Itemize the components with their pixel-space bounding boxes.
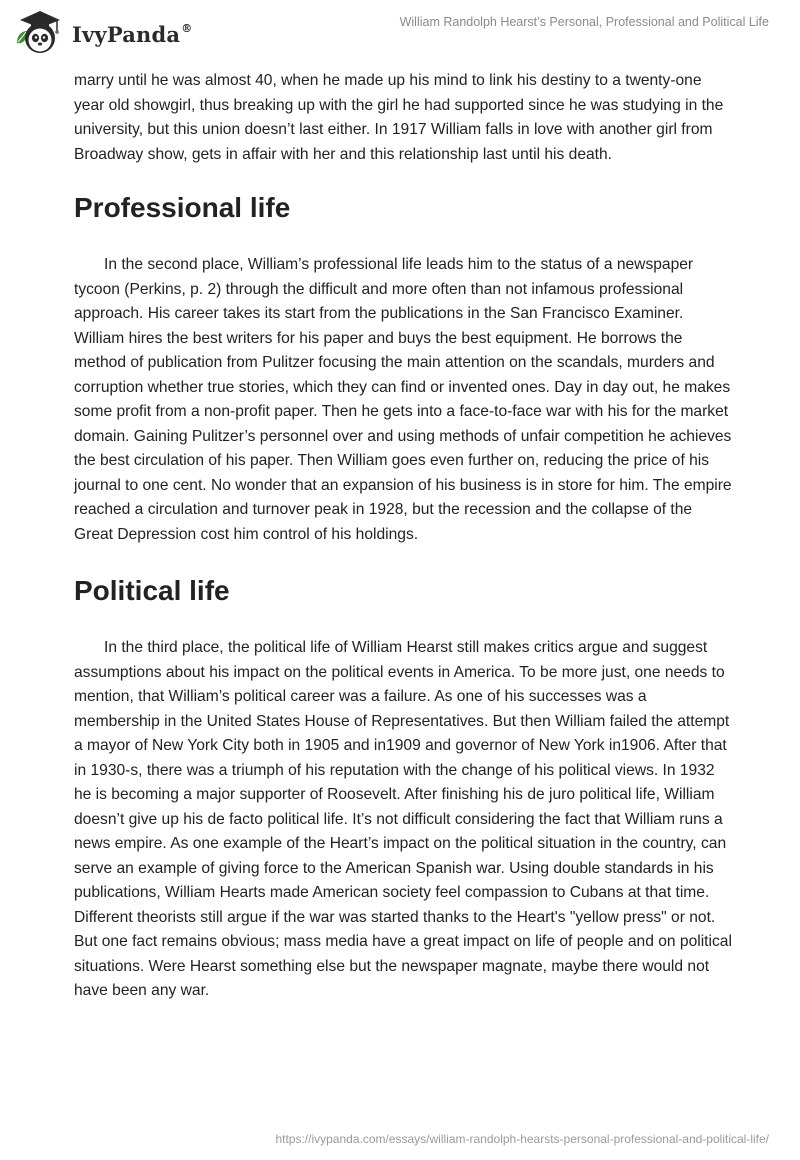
logo-text: IvyPanda® — [72, 21, 193, 47]
document-title: William Randolph Hearst’s Personal, Professional and Political Life — [399, 15, 769, 29]
essay-body — [74, 69, 734, 1004]
political-life-paragraph: In the third place, the political life of William Hearst still makes critics argue and suggest assumptions about his impact on the political events in America. To be more just, one needs to mention, that William’s political career was a failure. As one of his successes was a membership in the United States House of Representatives. But then William failed the attempt a mayor of New York City both in 1905 and in1909 and governor of New York in1906. After that in 1930-s, there was a triumph of his reputation with the change of his political views. In 1932 he is becoming a major supporter of Roosevelt. After finishing his de juro political life, William doesn’t give up his de facto political life. It’s not difficult considering the fact that William runs a news empire. As one example of the Heart’s impact on the political situation in the country, can serve an example of giving force to the American Spanish war. Using double standards in his publications, William Hearts made American society feel compassion to Cubans at that time. Different theorists still argue if the war was started thanks to the Heart's "yellow press" or not. But one fact remains obvious; mass media have a great impact on life of people and on political situations. Were Hearst something else but the newspaper magnate, maybe there would not have been any war. — [74, 639, 732, 999]
professional-life-heading: Professional life — [74, 192, 291, 223]
professional-life-paragraph: In the second place, William’s professional life leads him to the status of a newspaper tycoon (Perkins, p. 2) through the difficult and more often than not infamous professional approach. His career takes its start from the publications in the San Francisco Examiner. William hires the best writers for his paper and buys the best equipment. He borrows the method of publication from Pulitzer focusing the main attention on the scandals, murders and corruption whether true stories, which they can find or invented ones. Day in day out, he makes some profit from a non-profit paper. Then he gets into a face-to-face war with his for the market domain. Gaining Pulitzer’s personnel over and using methods of unfair competition he achieves the best circulation of his paper. Then William goes even further on, reducing the price of his journal to one cent. No wonder that an expansion of his business is in store for him. The empire reached a circulation and turnover peak in 1928, but the recession and the collapse of the Great Depression cost him control of his holdings. — [74, 256, 732, 543]
political-life-heading: Political life — [74, 575, 230, 606]
intro-paragraph: marry until he was almost 40, when he made up his mind to link his destiny to a twenty-one year old showgirl, thus breaking up with the girl he had supported since he was studying in the university, but this union doesn’t last either. In 1917 William falls in love with another girl from Broadway show, gets in affair with her and this relationship last until his death. — [74, 72, 724, 163]
source-url[interactable]: https://ivypanda.com/essays/william-randolph-hearsts-personal-professional-and-political-life/ — [275, 1132, 769, 1146]
ivypanda-logo[interactable] — [14, 9, 192, 57]
panda-graduate-icon — [14, 9, 66, 57]
page-header — [0, 0, 800, 66]
